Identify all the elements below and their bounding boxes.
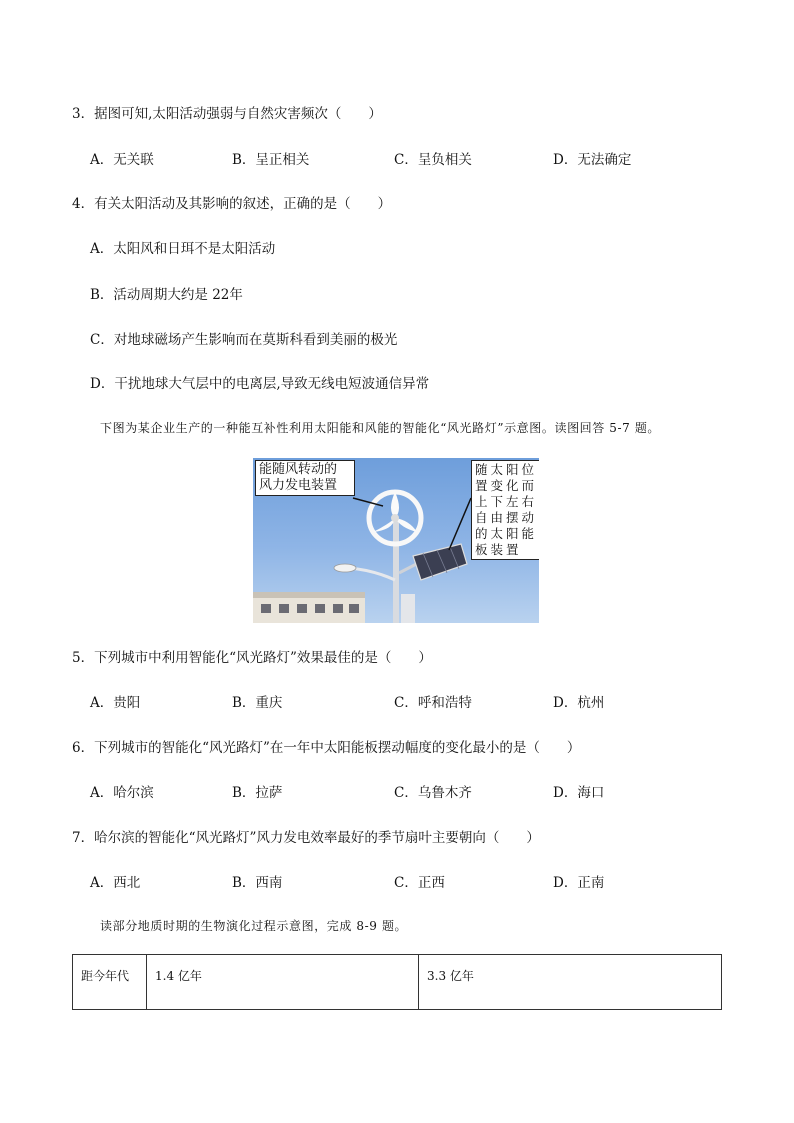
solar-label-line-1: 随太阳位: [475, 462, 538, 477]
solar-label-line-5: 的太阳能: [475, 526, 538, 541]
solar-label-line-4: 自由摆动: [475, 510, 538, 525]
q6-option-b: B．拉萨: [232, 785, 283, 801]
q5-option-d: D．杭州: [553, 695, 605, 711]
street-lamp-figure: [253, 458, 539, 623]
question-6-stem: 6．下列城市的智能化“风光路灯”在一年中太阳能板摆动幅度的变化最小的是（ ）: [72, 740, 581, 756]
q7-option-c: C．正西: [394, 875, 445, 891]
lamp-head: [334, 564, 356, 572]
q6-option-d: D．海口: [553, 785, 605, 801]
q5-option-b: B．重庆: [232, 695, 283, 711]
solar-panel-label: [471, 460, 539, 560]
q3-option-d: D．无法确定: [553, 152, 632, 168]
solar-label-line-3: 上下左右: [475, 494, 538, 509]
table-cell-1-4: 1.4 亿年: [147, 955, 419, 1010]
wind-label-line-2: 风力发电装置: [259, 478, 338, 493]
geologic-timeline-table: [72, 954, 722, 1010]
intro-5-7: 下图为某企业生产的一种能互补性利用太阳能和风能的智能化“风光路灯”示意图。读图回答 5-7 题。: [100, 421, 661, 435]
q5-option-c: C．呼和浩特: [394, 695, 472, 711]
wind-generator-label: [255, 460, 355, 496]
table-cell-3-3: 3.3 亿年: [419, 955, 722, 1010]
question-3-stem: 3．据图可知,太阳活动强弱与自然灾害频次（ ）: [72, 106, 382, 122]
q4-option-d: D．干扰地球大气层中的电离层,导致无线电短波通信异常: [90, 376, 430, 392]
q3-option-b: B．呈正相关: [232, 152, 310, 168]
question-5-stem: 5．下列城市中利用智能化“风光路灯”效果最佳的是（ ）: [72, 650, 432, 666]
q7-option-b: B．西南: [232, 875, 283, 891]
q7-option-d: D．正南: [553, 875, 605, 891]
q4-option-c: C．对地球磁场产生影响而在莫斯科看到美丽的极光: [90, 332, 398, 348]
lamp-pole: [393, 520, 399, 623]
q4-option-a: A．太阳风和日珥不是太阳活动: [90, 241, 276, 257]
q7-option-a: A．西北: [90, 875, 141, 891]
solar-panel: [413, 544, 467, 580]
q5-option-a: A．贵阳: [90, 695, 141, 711]
intro-8-9: 读部分地质时期的生物演化过程示意图，完成 8-9 题。: [100, 919, 408, 933]
question-7-stem: 7．哈尔滨的智能化“风光路灯”风力发电效率最好的季节扇叶主要朝向（ ）: [72, 830, 540, 846]
q6-option-c: C．乌鲁木齐: [394, 785, 472, 801]
q3-option-a: A．无关联: [90, 152, 154, 168]
solar-label-line-2: 置变化而: [475, 478, 538, 493]
table-row: [73, 955, 722, 1010]
question-4-stem: 4．有关太阳活动及其影响的叙述，正确的是（ ）: [72, 196, 392, 212]
q4-option-b: B．活动周期大约是 22年: [90, 287, 243, 303]
table-header-cell: 距今年代: [73, 955, 147, 1010]
q3-option-c: C．呈负相关: [394, 152, 472, 168]
solar-label-line-6: 板装置: [475, 542, 522, 557]
q6-option-a: A．哈尔滨: [90, 785, 154, 801]
wind-label-line-1: 能随风转动的: [259, 462, 338, 477]
